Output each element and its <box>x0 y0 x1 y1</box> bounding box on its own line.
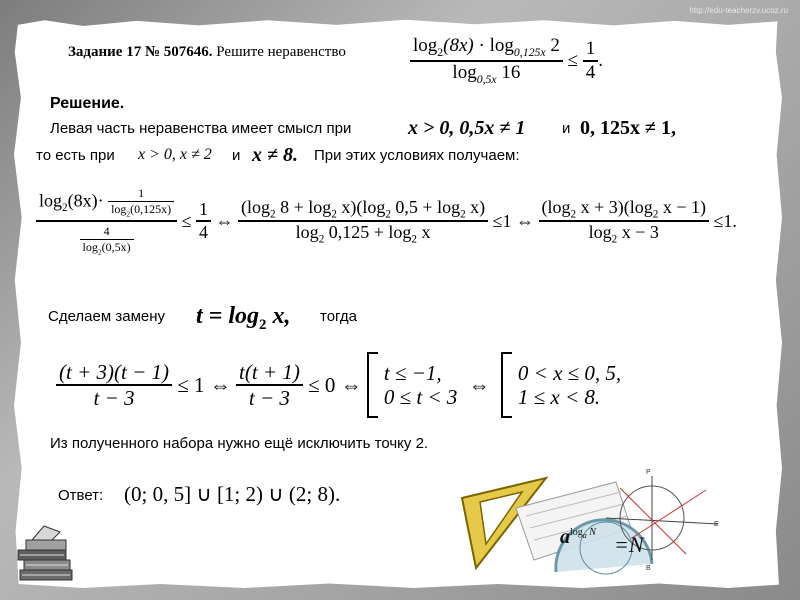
iff-2: ⇔ <box>516 210 535 231</box>
condition-line-1-formula-a: x > 0, 0,5x ≠ 1 <box>408 117 526 139</box>
condition-line-2-formula-a: x > 0, x ≠ 2 <box>138 146 212 163</box>
condition-line-2-text: то есть при <box>36 147 115 164</box>
task-text: Решите неравенство <box>216 44 346 60</box>
transformation-row <box>36 186 737 257</box>
substitution-then: тогда <box>320 308 357 325</box>
task-number: Задание 17 № 507646. <box>68 44 213 60</box>
task-relation: ≤ <box>567 49 579 71</box>
relation-2: ≤1 <box>492 210 512 231</box>
ruler-protractor-illustration <box>456 468 756 578</box>
reduction-fraction-a: $\frac{(t + 3)(t - 1)}{t - 3}$ <box>56 360 172 410</box>
reduction-iff: ⇔ <box>468 372 490 397</box>
reduction-relation-a: ≤ 1 ⇔ <box>177 372 231 397</box>
substitution-text: Сделаем замену <box>48 308 166 325</box>
fraction-original: $\log_2(8x)\cdot$ $\frac{1}{\log_2(0,125x)}$ $\frac{4}{\log_2(0,5x)}$ <box>36 186 177 257</box>
exclude-point-text: Из полученного набора нужно ещё исключить точку 2. <box>50 435 429 452</box>
relation-1: ≤ <box>181 210 192 231</box>
condition-line-1-formula-b: 0, 125x ≠ 1, <box>580 117 676 139</box>
condition-line-2-and: и <box>232 147 241 164</box>
substitution-formula: $t = \log_2 x$, <box>196 303 291 333</box>
task-formula: $\frac{\log_2(8x) \cdot \log_{0,125x} 2}{\log_{0,5x} 16}$ ≤ $\frac{1}{4}$ . <box>410 35 603 87</box>
solution-set-x: 0 < x ≤ 0, 5, 1 ≤ x < 8. <box>501 352 621 418</box>
reduction-row <box>56 352 621 418</box>
condition-line-2 <box>36 144 596 170</box>
relation-3: ≤1. <box>713 210 737 231</box>
condition-line-2-tail: При этих условиях получаем: <box>314 147 520 164</box>
solution-set-t: t ≤ −1, 0 ≤ t < 3 <box>367 352 458 418</box>
task-main-fraction: $\frac{\log_2(8x) \cdot \log_{0,125x} 2}{\log_{0,5x} 16}$ <box>410 35 563 87</box>
svg-text:P: P <box>646 469 651 476</box>
svg-text:E: E <box>714 521 719 528</box>
log-identity-eq: =N <box>614 532 644 557</box>
answer-label: Ответ: <box>58 487 104 504</box>
fraction-quarter: $\frac{1}{4}$ <box>196 199 211 243</box>
reduction-relation-b: ≤ 0 ⇔ <box>308 372 362 397</box>
fraction-expanded: $\frac{(\log_2 8 + \log_2 x)(\log_2 0,5 + \log_2 x)}{\log_2 0,125 + \log_2 x}$ <box>238 197 488 246</box>
solution-heading: Решение. <box>50 95 125 112</box>
condition-line-2-formula-b: x ≠ 8. <box>252 144 298 166</box>
answer-value: (0; 0, 5] ∪ [1; 2) ∪ (2; 8). <box>124 482 341 506</box>
log-identity-formula: $a^{log_a N}$ <box>560 526 596 548</box>
condition-line-1 <box>50 117 710 145</box>
log-identity-a: a <box>560 526 570 548</box>
condition-line-1-and: и <box>562 120 571 137</box>
task-rhs-fraction: $\frac{1}{4}$ <box>583 38 599 84</box>
fraction-simplified: $\frac{(\log_2 x + 3)(\log_2 x - 1)}{\log_2 x - 3}$ <box>539 197 709 246</box>
substitution-line <box>48 305 448 335</box>
site-url: http://edu-teacherzv.ucoz.ru <box>689 6 788 15</box>
task-line <box>68 44 346 61</box>
svg-text:B: B <box>646 565 651 572</box>
condition-line-1-text: Левая часть неравенства имеет смысл при <box>50 120 352 137</box>
iff-1: ⇔ <box>215 210 234 231</box>
reduction-fraction-b: $\frac{t(t + 1)}{t - 3}$ <box>236 360 303 410</box>
books-illustration <box>14 522 78 588</box>
books-icon <box>14 522 78 588</box>
geometry-tools-decoration <box>456 468 756 578</box>
